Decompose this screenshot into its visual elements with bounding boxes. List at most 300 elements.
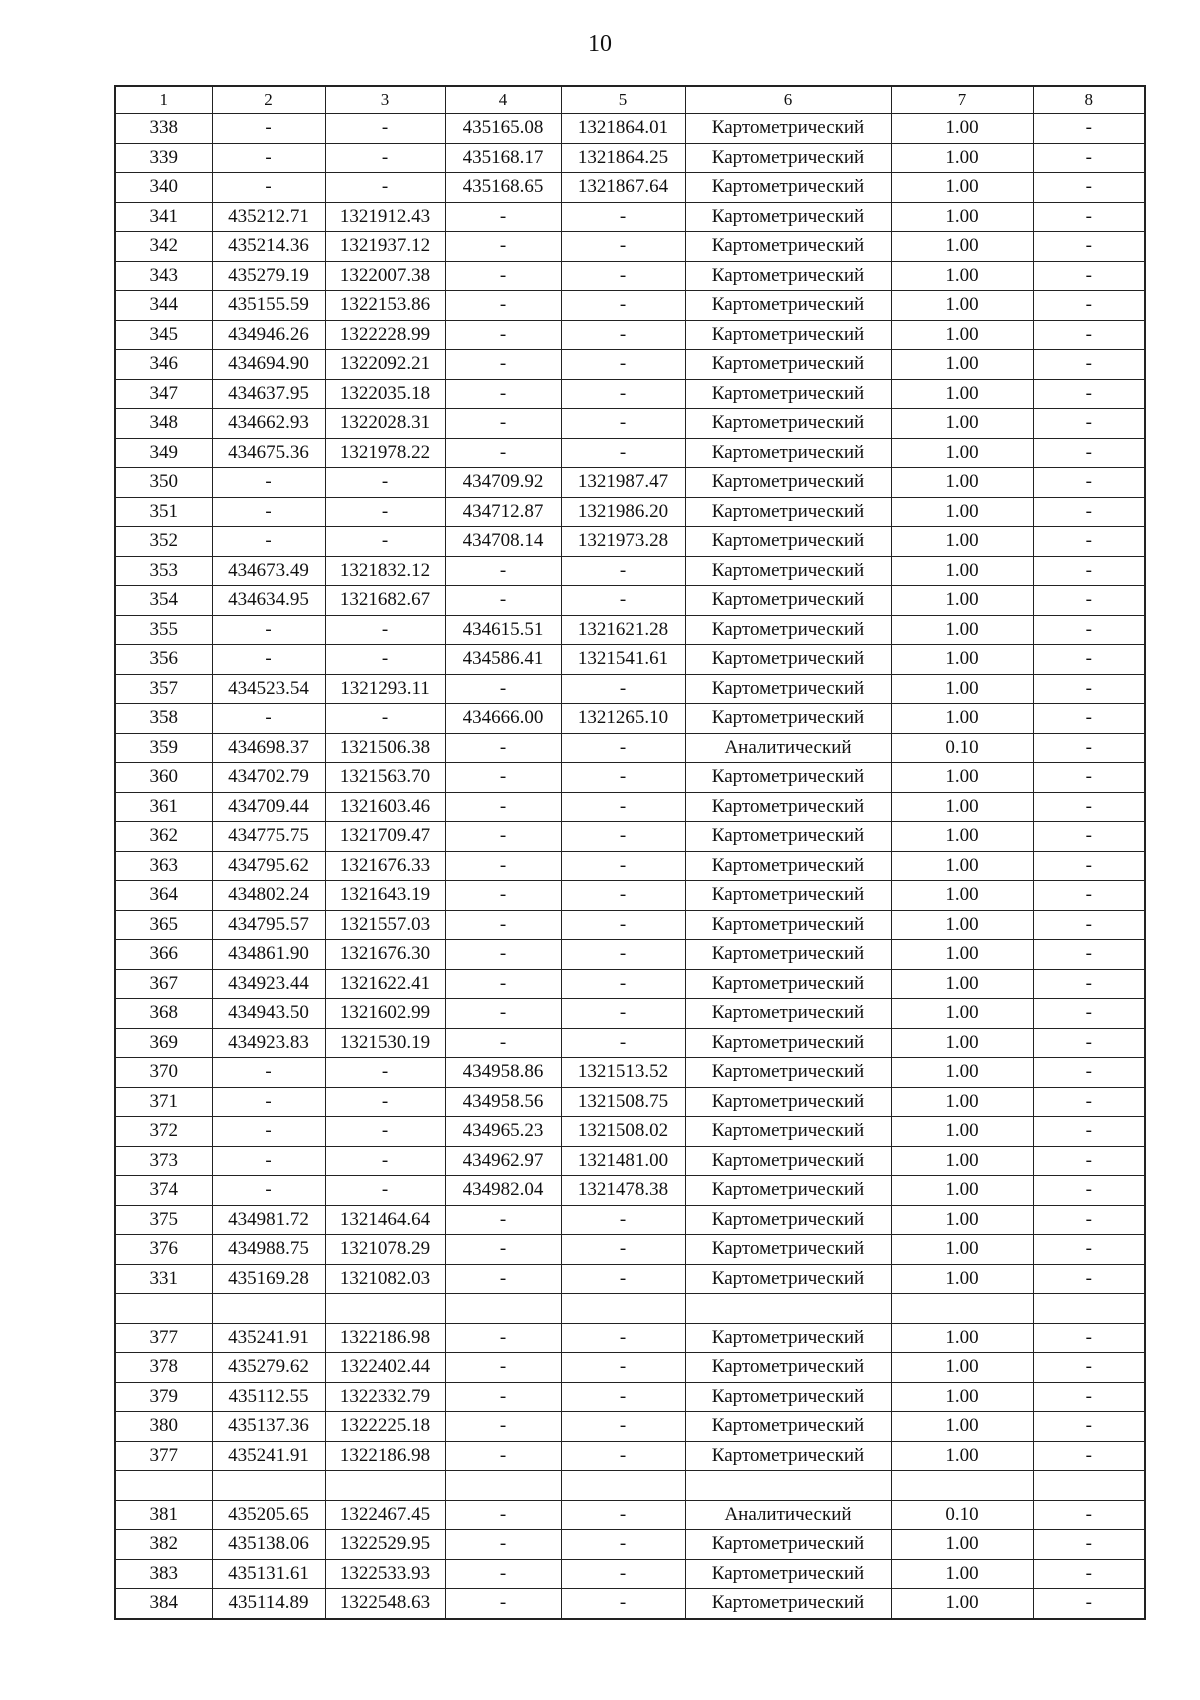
- table-cell: 435112.55: [212, 1382, 325, 1412]
- table-row: [115, 1559, 1145, 1589]
- table-cell: 363: [115, 851, 212, 881]
- table-cell: 1321078.29: [325, 1235, 445, 1265]
- table-cell: 357: [115, 674, 212, 704]
- table-cell: -: [561, 733, 685, 763]
- table-cell: 1321986.20: [561, 497, 685, 527]
- table-cell: -: [561, 1412, 685, 1442]
- table-cell: [445, 1471, 561, 1501]
- table-cell: 434802.24: [212, 881, 325, 911]
- table-cell: 342: [115, 232, 212, 262]
- table-cell: -: [1033, 704, 1145, 734]
- table-cell: 1321508.75: [561, 1087, 685, 1117]
- table-cell: 1.00: [891, 1441, 1033, 1471]
- table-cell: Картометрический: [685, 851, 891, 881]
- table-cell: -: [325, 173, 445, 203]
- table-cell: -: [445, 792, 561, 822]
- table-cell: Картометрический: [685, 940, 891, 970]
- table-cell: 373: [115, 1146, 212, 1176]
- table-cell: -: [445, 1589, 561, 1619]
- table-cell: -: [445, 1530, 561, 1560]
- table-cell: 435214.36: [212, 232, 325, 262]
- table-cell: -: [561, 1353, 685, 1383]
- table-cell: -: [1033, 851, 1145, 881]
- table-cell: [445, 1294, 561, 1324]
- table-cell: -: [1033, 733, 1145, 763]
- table-cell: 1321508.02: [561, 1117, 685, 1147]
- table-cell: Картометрический: [685, 143, 891, 173]
- table-cell: 1321973.28: [561, 527, 685, 557]
- table-cell: -: [325, 497, 445, 527]
- table-row: [115, 1205, 1145, 1235]
- table-cell: 1322402.44: [325, 1353, 445, 1383]
- table-cell: 1.00: [891, 1146, 1033, 1176]
- table-row: [115, 1323, 1145, 1353]
- table-cell: -: [445, 1205, 561, 1235]
- table-row: [115, 1235, 1145, 1265]
- table-cell: 349: [115, 438, 212, 468]
- table-cell: 1.00: [891, 969, 1033, 999]
- page-number: 10: [588, 31, 612, 57]
- table-cell: -: [561, 792, 685, 822]
- table-cell: [685, 1294, 891, 1324]
- table-cell: -: [325, 1058, 445, 1088]
- table-cell: -: [561, 940, 685, 970]
- table-cell: 370: [115, 1058, 212, 1088]
- table-row: [115, 1589, 1145, 1619]
- table-cell: Картометрический: [685, 409, 891, 439]
- table-cell: 435279.19: [212, 261, 325, 291]
- table-cell: -: [561, 1441, 685, 1471]
- table-cell: Картометрический: [685, 1589, 891, 1619]
- table-cell: 1322548.63: [325, 1589, 445, 1619]
- table-cell: 1.00: [891, 1412, 1033, 1442]
- table-cell: 374: [115, 1176, 212, 1206]
- table-cell: -: [445, 1264, 561, 1294]
- table-row: [115, 910, 1145, 940]
- table-cell: 1.00: [891, 822, 1033, 852]
- table-cell: 382: [115, 1530, 212, 1560]
- table-row: [115, 468, 1145, 498]
- column-header-4: 4: [445, 86, 561, 114]
- table-cell: -: [445, 438, 561, 468]
- table-cell: 338: [115, 114, 212, 144]
- table-cell: -: [561, 1589, 685, 1619]
- table-row: [115, 320, 1145, 350]
- table-cell: 358: [115, 704, 212, 734]
- table-cell: 1321867.64: [561, 173, 685, 203]
- table-cell: 434702.79: [212, 763, 325, 793]
- table-cell: -: [561, 674, 685, 704]
- table-cell: 434694.90: [212, 350, 325, 380]
- table-cell: 1.00: [891, 1087, 1033, 1117]
- table-cell: 434666.00: [445, 704, 561, 734]
- table-cell: 1.00: [891, 881, 1033, 911]
- table-row: [115, 1087, 1145, 1117]
- table-cell: 1322186.98: [325, 1441, 445, 1471]
- table-cell: Картометрический: [685, 379, 891, 409]
- table-cell: 434712.87: [445, 497, 561, 527]
- table-cell: 1.00: [891, 615, 1033, 645]
- table-cell: 350: [115, 468, 212, 498]
- table-row: [115, 763, 1145, 793]
- table-row: [115, 851, 1145, 881]
- table-cell: -: [1033, 792, 1145, 822]
- table-cell: 1.00: [891, 1530, 1033, 1560]
- table-cell: [685, 1471, 891, 1501]
- table-cell: [561, 1294, 685, 1324]
- table-cell: -: [445, 1323, 561, 1353]
- table-cell: -: [445, 1412, 561, 1442]
- table-cell: Картометрический: [685, 497, 891, 527]
- table-cell: -: [445, 1559, 561, 1589]
- table-cell: -: [561, 1028, 685, 1058]
- table-cell: -: [1033, 143, 1145, 173]
- table-cell: 434615.51: [445, 615, 561, 645]
- table-cell: 1321530.19: [325, 1028, 445, 1058]
- table-cell: 1321464.64: [325, 1205, 445, 1235]
- table-row: [115, 409, 1145, 439]
- table-cell: Картометрический: [685, 1353, 891, 1383]
- table-cell: 346: [115, 350, 212, 380]
- table-cell: 434698.37: [212, 733, 325, 763]
- table-cell: Картометрический: [685, 202, 891, 232]
- table-cell: 369: [115, 1028, 212, 1058]
- table-cell: Картометрический: [685, 910, 891, 940]
- table-cell: 1.00: [891, 527, 1033, 557]
- table-cell: -: [561, 438, 685, 468]
- table-row: [115, 527, 1145, 557]
- table-cell: -: [1033, 1264, 1145, 1294]
- table-cell: Картометрический: [685, 173, 891, 203]
- table-cell: -: [1033, 1235, 1145, 1265]
- table-cell: -: [1033, 822, 1145, 852]
- table-cell: 1322153.86: [325, 291, 445, 321]
- table-cell: 1321481.00: [561, 1146, 685, 1176]
- table-cell: -: [325, 468, 445, 498]
- table-cell: 1.00: [891, 202, 1033, 232]
- table-cell: -: [1033, 1058, 1145, 1088]
- table-row: [115, 1500, 1145, 1530]
- table-cell: 1.00: [891, 910, 1033, 940]
- table-cell: Картометрический: [685, 1264, 891, 1294]
- table-cell: -: [1033, 261, 1145, 291]
- table-cell: 434675.36: [212, 438, 325, 468]
- table-cell: 352: [115, 527, 212, 557]
- table-cell: 435169.28: [212, 1264, 325, 1294]
- table-cell: 434958.56: [445, 1087, 561, 1117]
- table-cell: 379: [115, 1382, 212, 1412]
- table-cell: -: [445, 851, 561, 881]
- table-row: [115, 999, 1145, 1029]
- table-cell: -: [325, 704, 445, 734]
- table-cell: 1321622.41: [325, 969, 445, 999]
- table-cell: -: [445, 409, 561, 439]
- table-cell: 0.10: [891, 733, 1033, 763]
- table-cell: 376: [115, 1235, 212, 1265]
- table-row: [115, 350, 1145, 380]
- table-cell: 434523.54: [212, 674, 325, 704]
- table-cell: 372: [115, 1117, 212, 1147]
- table-cell: -: [561, 1235, 685, 1265]
- table-cell: 1.00: [891, 143, 1033, 173]
- table-cell: -: [445, 202, 561, 232]
- table-cell: [325, 1294, 445, 1324]
- table-row: [115, 1441, 1145, 1471]
- table-cell: -: [445, 999, 561, 1029]
- table-cell: 1.00: [891, 173, 1033, 203]
- table-cell: 1321676.30: [325, 940, 445, 970]
- table-cell: 1321557.03: [325, 910, 445, 940]
- table-cell: -: [445, 556, 561, 586]
- table-cell: Аналитический: [685, 733, 891, 763]
- table-cell: Картометрический: [685, 792, 891, 822]
- table-cell: 434709.44: [212, 792, 325, 822]
- table-cell: -: [1033, 763, 1145, 793]
- table-cell: 1.00: [891, 438, 1033, 468]
- table-cell: 1.00: [891, 468, 1033, 498]
- table-cell: -: [445, 1500, 561, 1530]
- table-cell: -: [212, 704, 325, 734]
- table-cell: -: [561, 1500, 685, 1530]
- table-cell: -: [1033, 320, 1145, 350]
- table-row: [115, 1058, 1145, 1088]
- table-cell: -: [1033, 910, 1145, 940]
- table-cell: -: [1033, 586, 1145, 616]
- table-cell: -: [561, 232, 685, 262]
- table-cell: -: [1033, 1087, 1145, 1117]
- table-row: [115, 822, 1145, 852]
- table-cell: Картометрический: [685, 1323, 891, 1353]
- table-cell: 434962.97: [445, 1146, 561, 1176]
- table-cell: 435168.17: [445, 143, 561, 173]
- table-cell: -: [561, 1323, 685, 1353]
- table-cell: Картометрический: [685, 881, 891, 911]
- table-cell: 347: [115, 379, 212, 409]
- table-cell: 1321621.28: [561, 615, 685, 645]
- table-cell: 1322225.18: [325, 1412, 445, 1442]
- table-cell: -: [561, 1382, 685, 1412]
- table-cell: 1321709.47: [325, 822, 445, 852]
- table-cell: -: [561, 881, 685, 911]
- table-cell: -: [212, 173, 325, 203]
- table-cell: 435137.36: [212, 1412, 325, 1442]
- table-cell: -: [445, 1235, 561, 1265]
- table-cell: -: [1033, 438, 1145, 468]
- table-cell: 435131.61: [212, 1559, 325, 1589]
- table-cell: -: [1033, 645, 1145, 675]
- table-row: [115, 1176, 1145, 1206]
- table-cell: -: [212, 1087, 325, 1117]
- table-cell: Картометрический: [685, 1382, 891, 1412]
- table-cell: -: [212, 143, 325, 173]
- table-cell: Картометрический: [685, 468, 891, 498]
- table-cell: -: [325, 645, 445, 675]
- table-cell: -: [1033, 1382, 1145, 1412]
- table-cell: 434946.26: [212, 320, 325, 350]
- table-cell: 1322186.98: [325, 1323, 445, 1353]
- table-cell: 1.00: [891, 674, 1033, 704]
- table-cell: 1321987.47: [561, 468, 685, 498]
- table-cell: Картометрический: [685, 1441, 891, 1471]
- table-cell: 1321265.10: [561, 704, 685, 734]
- table-cell: 1321603.46: [325, 792, 445, 822]
- table-cell: -: [1033, 1205, 1145, 1235]
- table-cell: [891, 1294, 1033, 1324]
- table-cell: -: [1033, 409, 1145, 439]
- table-cell: 1.00: [891, 1205, 1033, 1235]
- coordinates-table: [114, 85, 1146, 1620]
- table-cell: [325, 1471, 445, 1501]
- table-cell: 1.00: [891, 409, 1033, 439]
- table-cell: 434965.23: [445, 1117, 561, 1147]
- table-row: [115, 704, 1145, 734]
- table-cell: -: [1033, 1146, 1145, 1176]
- column-header-3: 3: [325, 86, 445, 114]
- table-cell: 435212.71: [212, 202, 325, 232]
- table-cell: 435165.08: [445, 114, 561, 144]
- table-cell: 1.00: [891, 792, 1033, 822]
- table-cell: 434795.62: [212, 851, 325, 881]
- table-row: [115, 615, 1145, 645]
- table-cell: 434709.92: [445, 468, 561, 498]
- table-cell: -: [212, 114, 325, 144]
- table-cell: 381: [115, 1500, 212, 1530]
- table-cell: -: [1033, 1353, 1145, 1383]
- table-cell: 1322007.38: [325, 261, 445, 291]
- table-cell: Картометрический: [685, 645, 891, 675]
- table-cell: -: [1033, 999, 1145, 1029]
- table-cell: 361: [115, 792, 212, 822]
- table-cell: Картометрический: [685, 704, 891, 734]
- table-cell: -: [1033, 350, 1145, 380]
- table-row: [115, 1530, 1145, 1560]
- table-row: [115, 261, 1145, 291]
- table-cell: 434586.41: [445, 645, 561, 675]
- table-cell: -: [212, 1058, 325, 1088]
- table-cell: 1321676.33: [325, 851, 445, 881]
- table-cell: 435205.65: [212, 1500, 325, 1530]
- table-cell: Картометрический: [685, 527, 891, 557]
- table-cell: [561, 1471, 685, 1501]
- table-cell: 1.00: [891, 999, 1033, 1029]
- table-cell: 1322035.18: [325, 379, 445, 409]
- table-cell: 1.00: [891, 497, 1033, 527]
- table-cell: Картометрический: [685, 556, 891, 586]
- table-cell: 331: [115, 1264, 212, 1294]
- table-row: [115, 291, 1145, 321]
- table-cell: 1322092.21: [325, 350, 445, 380]
- table-cell: 1.00: [891, 1589, 1033, 1619]
- table-cell: 1321478.38: [561, 1176, 685, 1206]
- table-cell: 1.00: [891, 1176, 1033, 1206]
- table-cell: -: [1033, 1500, 1145, 1530]
- table-cell: 345: [115, 320, 212, 350]
- table-row: [115, 173, 1145, 203]
- table-cell: 364: [115, 881, 212, 911]
- table-cell: -: [212, 497, 325, 527]
- table-cell: 1.00: [891, 291, 1033, 321]
- table-cell: -: [445, 733, 561, 763]
- table-cell: -: [561, 1559, 685, 1589]
- table-row: [115, 1146, 1145, 1176]
- column-header-8: 8: [1033, 86, 1145, 114]
- table-cell: -: [1033, 202, 1145, 232]
- table-cell: 435168.65: [445, 173, 561, 203]
- table-cell: 343: [115, 261, 212, 291]
- table-cell: Картометрический: [685, 822, 891, 852]
- table-cell: -: [561, 822, 685, 852]
- table-cell: 362: [115, 822, 212, 852]
- table-cell: 367: [115, 969, 212, 999]
- table-row: [115, 1471, 1145, 1501]
- table-cell: -: [561, 969, 685, 999]
- table-cell: Картометрический: [685, 261, 891, 291]
- table-cell: 384: [115, 1589, 212, 1619]
- table-cell: -: [1033, 940, 1145, 970]
- table-cell: 434673.49: [212, 556, 325, 586]
- table-body: [115, 114, 1145, 1619]
- table-row: [115, 438, 1145, 468]
- table-cell: 434637.95: [212, 379, 325, 409]
- table-row: [115, 674, 1145, 704]
- table-cell: -: [1033, 379, 1145, 409]
- table-cell: 434988.75: [212, 1235, 325, 1265]
- table-row: [115, 1028, 1145, 1058]
- table-cell: -: [325, 1117, 445, 1147]
- table-cell: Аналитический: [685, 1500, 891, 1530]
- table-cell: 1322028.31: [325, 409, 445, 439]
- table-cell: 1.00: [891, 940, 1033, 970]
- table-row: [115, 202, 1145, 232]
- table-cell: -: [325, 1087, 445, 1117]
- table-cell: 377: [115, 1323, 212, 1353]
- table-cell: 339: [115, 143, 212, 173]
- table-cell: 383: [115, 1559, 212, 1589]
- table-cell: -: [1033, 527, 1145, 557]
- table-cell: 435241.91: [212, 1441, 325, 1471]
- table-cell: -: [212, 1146, 325, 1176]
- table-cell: 355: [115, 615, 212, 645]
- table-cell: 435138.06: [212, 1530, 325, 1560]
- table-cell: 1.00: [891, 1382, 1033, 1412]
- table-cell: -: [561, 291, 685, 321]
- table-cell: -: [445, 350, 561, 380]
- table-cell: 1.00: [891, 851, 1033, 881]
- table-cell: -: [1033, 1559, 1145, 1589]
- table-cell: 1.00: [891, 114, 1033, 144]
- table-cell: Картометрический: [685, 1235, 891, 1265]
- table-cell: 1.00: [891, 1235, 1033, 1265]
- table-cell: 434662.93: [212, 409, 325, 439]
- table-cell: -: [1033, 881, 1145, 911]
- table-row: [115, 114, 1145, 144]
- table-cell: Картометрический: [685, 1412, 891, 1442]
- table-cell: -: [1033, 291, 1145, 321]
- table-cell: 353: [115, 556, 212, 586]
- table-row: [115, 940, 1145, 970]
- table-cell: 434958.86: [445, 1058, 561, 1088]
- table-cell: 435279.62: [212, 1353, 325, 1383]
- table-cell: 1.00: [891, 763, 1033, 793]
- table-cell: Картометрический: [685, 320, 891, 350]
- table-cell: 434634.95: [212, 586, 325, 616]
- column-header-5: 5: [561, 86, 685, 114]
- table-cell: 434981.72: [212, 1205, 325, 1235]
- table-cell: 434861.90: [212, 940, 325, 970]
- table-cell: Картометрический: [685, 232, 891, 262]
- table-cell: Картометрический: [685, 1146, 891, 1176]
- table-cell: Картометрический: [685, 1087, 891, 1117]
